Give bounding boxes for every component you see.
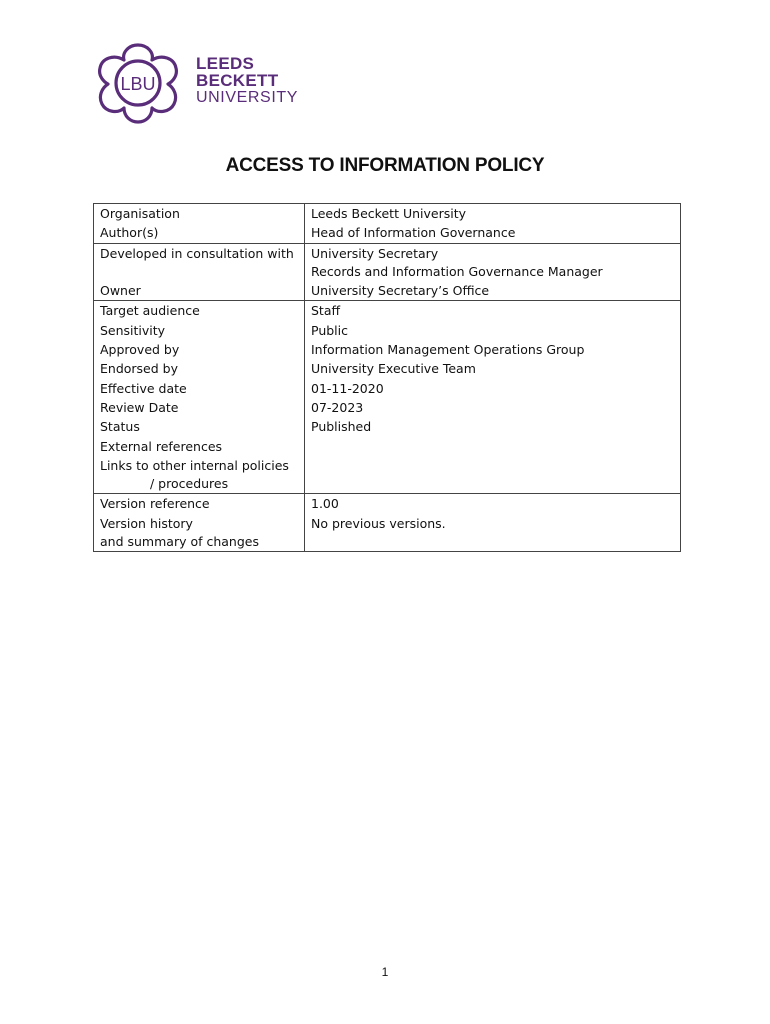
field-value-cell (305, 243, 681, 281)
field-label: Version reference (100, 496, 210, 512)
table-row (94, 301, 681, 321)
field-label: Organisation (100, 206, 180, 221)
field-label-cell (94, 398, 305, 417)
field-label-cell (94, 359, 305, 378)
field-value-cell (305, 340, 681, 359)
field-label: External references (100, 438, 223, 454)
field-label: and summary of changes (100, 534, 259, 550)
field-value (311, 438, 674, 456)
table-row (94, 494, 681, 514)
field-value: Head of Information Governance (311, 225, 516, 241)
field-value: Leeds Beckett University (311, 206, 466, 221)
field-label: Owner (100, 283, 141, 299)
field-label: Endorsed by (100, 361, 178, 377)
field-value: Records and Information Governance Manager (311, 263, 603, 279)
rose-emblem-icon (92, 42, 184, 124)
logo-word-beckett: BECKETT (196, 71, 279, 90)
field-label: Review Date (100, 399, 179, 415)
field-label: Version history (100, 515, 193, 531)
field-value-cell (305, 301, 681, 321)
field-value-cell (305, 204, 681, 224)
field-label-cell (94, 340, 305, 359)
university-logo (92, 42, 302, 124)
field-label-cell (94, 494, 305, 514)
table-row (94, 223, 681, 243)
logo-initials: LBU (120, 74, 156, 94)
field-value (311, 457, 674, 475)
field-label-cell (94, 379, 305, 398)
field-label-cell (94, 417, 305, 436)
field-label-cell (94, 301, 305, 321)
field-value-cell (305, 417, 681, 436)
field-label-cell (94, 456, 305, 494)
field-value-cell (305, 398, 681, 417)
field-value-cell (305, 437, 681, 456)
table-row (94, 204, 681, 224)
field-value: 07-2023 (311, 399, 364, 415)
field-label: Target audience (100, 303, 200, 319)
field-label-cell (94, 437, 305, 456)
field-value: University Secretary (311, 245, 439, 261)
field-value-cell (305, 321, 681, 340)
document-title: ACCESS TO INFORMATION POLICY (225, 155, 545, 176)
field-value: University Secretary’s Office (311, 283, 490, 299)
field-value: Information Management Operations Group (311, 342, 585, 358)
field-value-cell (305, 494, 681, 514)
table-row (94, 243, 681, 281)
field-label: Links to other internal policies (100, 457, 289, 473)
field-label: Developed in consultation with (100, 245, 294, 261)
table-row (94, 281, 681, 301)
logo-word-leeds: LEEDS (196, 54, 255, 73)
field-value: University Executive Team (311, 361, 476, 377)
field-label-cell (94, 223, 305, 243)
field-value: No previous versions. (311, 515, 446, 531)
table-row (94, 456, 681, 494)
metadata-table-body (94, 204, 681, 552)
table-row (94, 437, 681, 456)
field-value: Published (311, 419, 372, 435)
field-label-cell (94, 321, 305, 340)
field-label: Approved by (100, 342, 180, 358)
field-label: Author(s) (100, 225, 159, 241)
field-value-cell (305, 514, 681, 552)
table-row (94, 359, 681, 378)
table-row (94, 417, 681, 436)
table-row (94, 321, 681, 340)
table-row (94, 398, 681, 417)
field-value-cell (305, 281, 681, 301)
field-value: 1.00 (311, 496, 339, 512)
field-value-cell (305, 223, 681, 243)
table-row (94, 379, 681, 398)
page-number: 1 (381, 965, 389, 979)
field-value: Staff (311, 303, 341, 319)
logo-wordmark (196, 55, 298, 106)
field-value-cell (305, 456, 681, 494)
field-value-cell (305, 359, 681, 378)
field-label-cell (94, 514, 305, 552)
field-label: Sensitivity (100, 322, 166, 338)
table-row (94, 340, 681, 359)
table-row (94, 514, 681, 552)
field-label-cell (94, 243, 305, 281)
field-label: Status (100, 419, 140, 435)
logo-word-university: UNIVERSITY (196, 89, 299, 106)
policy-metadata-table (93, 203, 681, 552)
field-label-cell (94, 204, 305, 224)
field-value: Public (311, 322, 348, 338)
field-value-cell (305, 379, 681, 398)
field-value: 01-11-2020 (311, 380, 384, 396)
field-label: Effective date (100, 380, 187, 396)
field-label: / procedures (150, 476, 229, 492)
field-label-cell (94, 281, 305, 301)
